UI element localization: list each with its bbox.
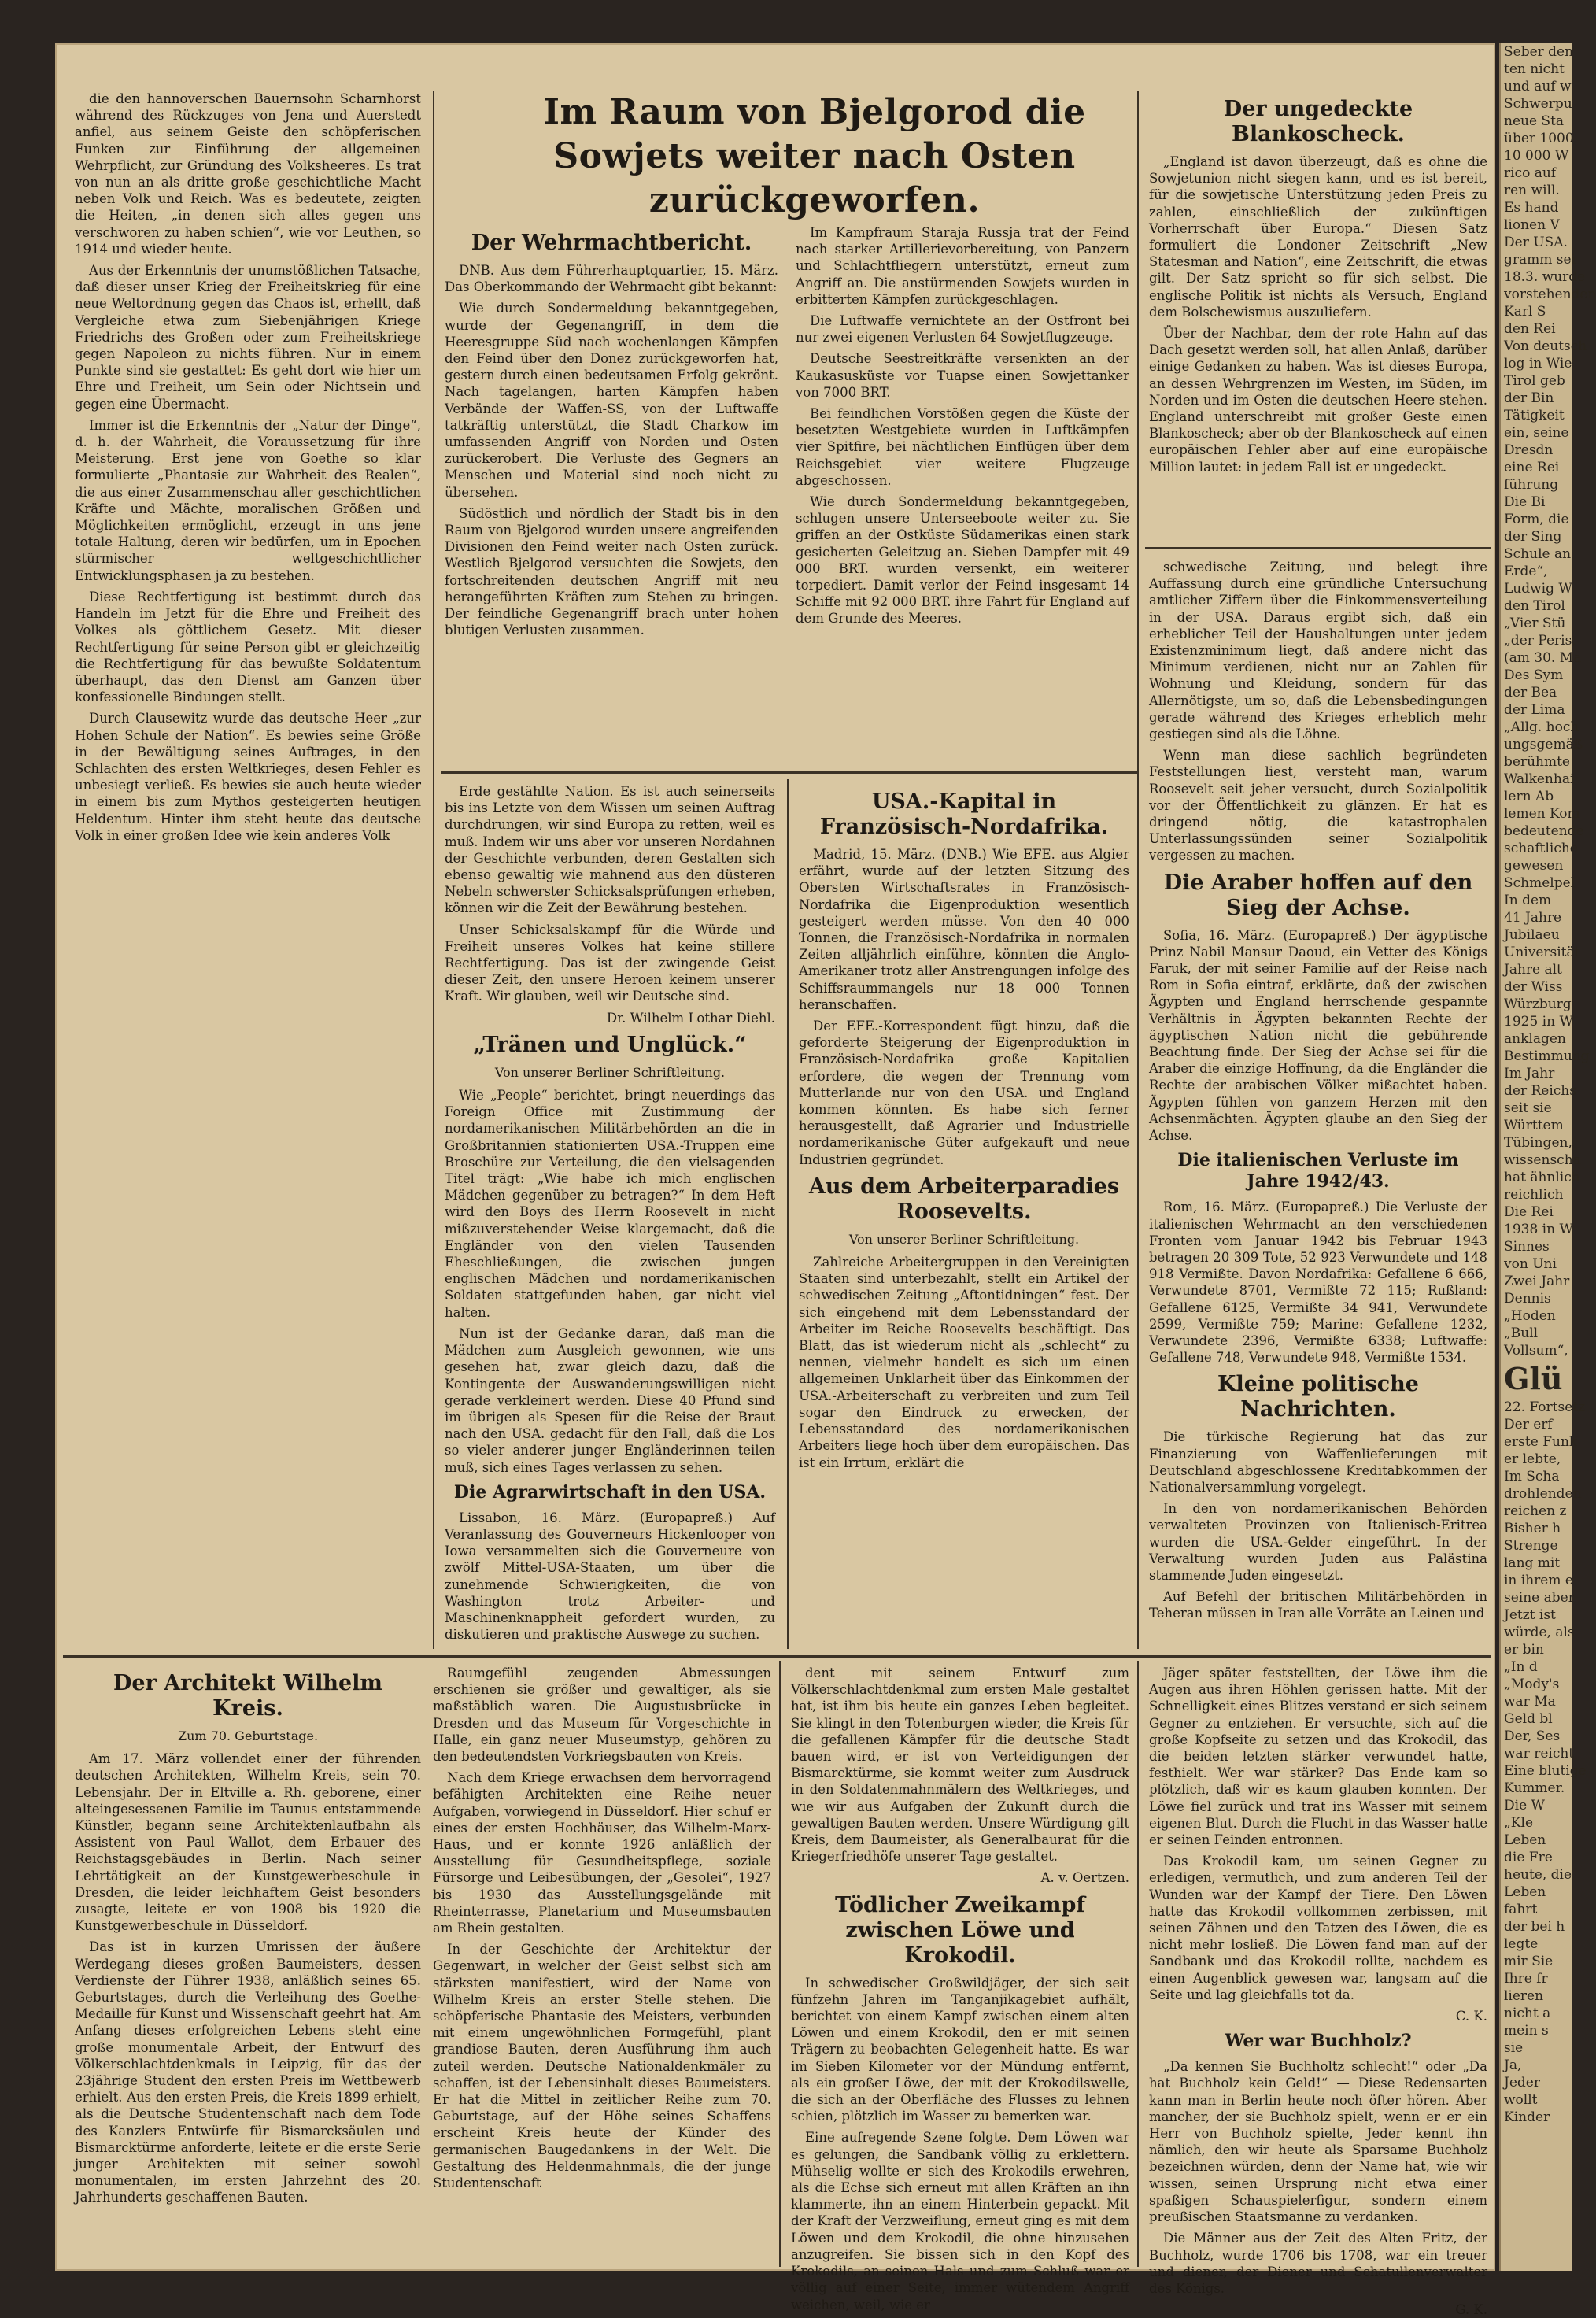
section-rule [63, 1655, 1491, 1658]
adjacent-page-strip [1499, 43, 1596, 2271]
author-signature: Dr. Wilhelm Lothar Diehl. [606, 1010, 775, 1026]
text-fragment: gewesen [1504, 858, 1564, 874]
text-fragment: Karl S [1504, 304, 1546, 320]
text-fragment: Glü [1504, 1361, 1563, 1396]
paragraph: Eine aufregende Szene folgte. Dem Löwen war es gelungen, die Sandbank völlig zu erklettern. Mühselig wollte er sich des Krokodils erwehren, als die Echse sich erneut mit allen Kräften an ihn klammerte, ihn an einem Hinterbein gepackt. Mit der Kraft der Verzweiflung, erneut ging es mit dem Löwen und dem Krokodil, die ohne hinzusehen anzugreifen. Sie bissen sich in den Kopf des Krokodils, an seinen Hals und zum Schluß war er völlig auf einer Seite, immer wütendem Angriff weichen, weil, wie er [791, 2130, 1129, 2312]
paragraph: Auf Befehl der britischen Militärbehörden in Teheran müssen in Iran alle Vorräte an Leinen und [1149, 1589, 1487, 1621]
text-fragment: von Uni [1504, 1256, 1557, 1272]
paragraph: Am 17. März vollendet einer der führenden deutschen Architekten, Wilhelm Kreis, sein 70. Lebensjahr. Der in Eltville a. Rh. geborene, einer alteingesessenen Familie im Taunus entstammende Künstler, begann seine Architektenlaufbahn als Assistent von Paul Wallot, dem Erbauer des Reichstagsgebäudes in Berlin. Nach seiner Lehrtätigkeit an der Kunstgewerbeschule in Dresden, die leider leichhaftem Geist besonders zusagte, leitete er von 1908 bis 1920 die Kunstgewerbeschule in Düsseldorf. [75, 1751, 421, 1934]
paragraph: Bei feindlichen Vorstößen gegen die Küste der besetzten Westgebiete wurden in Luftkämpfen vier Spitfire, bei nächtlichen Einflügen über dem Reichsgebiet vier weitere Flugzeuge abgeschossen. [796, 406, 1129, 488]
paragraph: Aus der Erkenntnis der unumstößlichen Tatsache, daß dieser unser Krieg der Freiheitskrieg für eine neue Weltordnung gegen das Chaos ist, erhellt, daß Vergleiche etwa zum Siebenjährigen Kriege Friedrichs des Großen oder zum Freiheitskriege gegen Napoleon zu nichts führen. Nur in einem Punkte sind sie gestattet: Es geht dort wie hier um Ehre und Freiheit, um Sein oder Nichtsein und gegen eine Übermacht. [75, 263, 421, 412]
text-fragment: log in Wie [1504, 356, 1572, 372]
text-fragment: Ludwig W [1504, 581, 1572, 597]
text-fragment: wissenscha [1504, 1152, 1581, 1168]
paragraph: Nach dem Kriege erwachsen dem hervorragend befähigten Architekten eine Reihe neuer Aufgaben, vorwiegend in Düsseldorf. Hier schuf er eines der ersten Hochhäuser, das Wilhelm-Marx-Haus, und er konnte 1926 anläßlich der Ausstellung für Gesundheitspflege, soziale Fürsorge und Leibesübungen, der „Gesolei“, 1927 bis 1930 das Ausstellungsgelände mit Rheinterrasse, Planetarium und Museumsbauten am Rhein gestalten. [433, 1770, 771, 1936]
text-fragment: Jubilaeu [1504, 927, 1560, 943]
paragraph: Die Luftwaffe vernichtete an der Ostfront bei nur zwei eigenen Verlusten 64 Sowjetflugzeuge. [796, 313, 1129, 346]
paragraph: Wie durch Sondermeldung bekanntgegeben, wurde der Gegenangriff, in dem die Heeresgruppe Süd nach wochenlangen Kämpfen den Feind über den Donez zurückgeworfen hat, gestern durch einen bedeutsamen Erfolg gekrönt. Nach tagelangen, harten Kämpfen haben Verbände der Waffen-SS, von der Luftwaffe tatkräftig unterstützt, die Stadt Charkow im umfassenden Angriff von Norden und Osten zurückerobert. Die Verluste des Gegners an Menschen und Material sind noch nicht zu übersehen. [445, 301, 778, 500]
section-heading: Kleine politische Nachrichten. [1217, 1372, 1419, 1422]
text-fragment: über 1000 [1504, 131, 1574, 146]
column-bottom-right [1149, 1665, 1487, 2318]
paragraph: Sofia, 16. März. (Europapreß.) Der ägyptische Prinz Nabil Mansur Daoud, ein Vetter des Königs Faruk, der mit seiner Familie auf der Reise nach Rom in Sofia eintraf, erklärte, daß der zwischen Ägypten und England herrschende gespannte Verhältnis in Ägypten bekannten Rechte der ägyptischen Nation nicht die gebührende Beachtung finde. Der Sieg der Achse sei für die Araber die einzige Hoffnung, da die Engländer die Rechte der arabischen Völker mißachtet haben. Ägypten fühlen von ganzem Herzen mit den Achsenmächten. Ägypten glaube an den Sieg der Achse. [1149, 927, 1487, 1144]
text-fragment: Zwei Jahr [1504, 1274, 1570, 1289]
column-rule [779, 1661, 781, 2267]
text-fragment: lern Ab [1504, 789, 1554, 804]
text-fragment: Im Jahr [1504, 1066, 1555, 1081]
section-heading: Aus dem Arbeiterparadies Roosevelts. [808, 1174, 1120, 1224]
text-fragment: Geld bl [1504, 1711, 1553, 1727]
text-fragment: der bei h [1504, 1919, 1565, 1935]
text-fragment: mir Sie [1504, 1954, 1554, 1969]
column-center-right [799, 783, 1129, 1649]
text-fragment: Leben [1504, 1884, 1546, 1900]
paragraph: „Da kennen Sie Buchholtz schlecht!“ oder „Da hat Buchholz kein Geld!“ — Diese Redensarten kann man in Berlin heute noch öfter hören. Aber mancher, der sie Buchholz spielt, wenn er er ein Herr von Buchholz spielte, Jeder kennt ihn nämlich, den wir heute als Sparsame Buchholz bezeichnen würden, denn der Name hat, wie wir wissen, seinen Ursprung nicht etwa einer spaßigen Schauspielerfigur, sondern einem preußischen Staatsmanne zu verdanken. [1149, 2059, 1487, 2225]
paragraph: Wie durch Sondermeldung bekanntgegeben, schlugen unsere Unterseeboote weiter zu. Sie griffen an der Ostküste Südamerikas einen stark gesicherten Geleitzug an. Sieben Dampfer mit 49 000 BRT. wurden versenkt, ein weiterer torpediert. Damit verlor der Feind insgesamt 14 Schiffe mit 92 000 BRT. ihre Fahrt für England auf dem Grunde des Meeres. [796, 494, 1129, 627]
author-signature: G. K. [1455, 2302, 1487, 2318]
text-fragment: den Rei [1504, 321, 1556, 337]
text-fragment: Seber den [1504, 44, 1574, 60]
paragraph: Unser Schicksalskampf für die Würde und Freiheit unseres Volkes hat keine stillere Rechtfertigung. Das ist der zwingende Geist dieser Zeit, den unsere Heroen keinem unserer Kraft. Wir glauben, weil wir Deutsche sind. [445, 922, 775, 1004]
text-fragment: Leben [1504, 1832, 1546, 1848]
text-fragment: Jeder [1504, 2075, 1540, 2091]
paragraph: Immer ist die Erkenntnis der „Natur der Dinge“, d. h. der Wahrheit, die Voraussetzung für ihre Meisterung. Erst jene von Goethe so klar formulierte „Phantasie zur Wahrheit des Realen“, die aus einer Zusammenschau aller geschichtlichen Kräfte und Mächte, moralischen Größen und Möglichkeiten ermöglicht, erzeugt in uns jene totale Haltung, deren wir bedürfen, um in Epochen stürmischer weltgeschichtlicher Entwicklungsphasen ja zu bestehen. [75, 417, 421, 583]
column-rule [1137, 91, 1139, 1649]
paragraph: Nun ist der Gedanke daran, daß man die Mädchen zum Ausgleich gewonnen, wie uns gesehen hat, zwar gleich dazu, daß die Kontingente der Auswanderungswilligen nicht gerade verkleinert werden. Diese 40 Pfund sind im übrigen als Spesen für die Reise der Braut nach den USA. gedacht für den Fall, daß die Los so vieler anderer junger Engländerinnen teilen muß, sich eines Tages verlassen zu sehen. [445, 1325, 775, 1475]
paragraph: Das Krokodil kam, um seinen Gegner zu erledigen, vermutlich, und zum anderen Teil der Wunden war der Kampf der Tiere. Den Löwen hatte das Krokodil vollkommen zerbissen, mit seinen Zähnen und den Tatzen des Löwen, die es nicht mehr losließ. Die Löwen fand man auf der Sandbank und das Krokodil rollte, nachdem es einen Augenblick gewesen war, langsam auf die Seite und lag gleichfalls tot da. [1149, 1854, 1487, 2002]
text-fragment: Der, Ses [1504, 1728, 1561, 1744]
text-fragment: Der USA. [1504, 235, 1568, 250]
author-signature: C. K. [1455, 2009, 1487, 2024]
text-fragment: der Lima [1504, 702, 1565, 718]
text-fragment: In dem [1504, 893, 1552, 908]
text-fragment: (am 30. Ma [1504, 650, 1582, 666]
text-fragment: Schmelpel [1504, 875, 1576, 891]
section-heading: USA.-Kapital in Französisch-Nordafrika. [819, 789, 1109, 839]
text-fragment: Die W [1504, 1798, 1546, 1813]
paragraph: Zahlreiche Arbeitergruppen in den Vereinigten Staaten sind unterbezahlt, stellt ein Artikel der schwedischen Zeitung „Aftontidningen“ fest. Der sich eingehend mit dem Lebensstandard der Arbeiter im Reiche Roosevelts beschäftigt. Das Blatt, das ist wiederum nicht als „schlecht“ zu nennen, vielmehr handelt es sich um einen allgemeinen Unklarheit über das Einkommen der USA.-Arbeiterschaft zu verbreiten und zum Teil sogar den Eindruck zu erwecken, der Lebensstandard des nordamerikanischen Arbeiters liege hoch über dem europäischen. Das ist ein Irrtum, erklärt die [799, 1255, 1129, 1470]
text-fragment: führung [1504, 477, 1559, 493]
text-fragment: 22. Fortsetz [1504, 1399, 1586, 1415]
paragraph: Raumgefühl zeugenden Abmessungen erschienen sie größer und gewaltiger, als sie maßstäblich waren. Die Augustusbrücke in Dresden und das Museum für Vorgeschichte in Halle, ein ganz neuer Museumstyp, gehören zu den bedeutendsten Vorkriegsbauten von Kreis. [433, 1665, 771, 1765]
text-fragment: Jetzt ist [1504, 1607, 1556, 1623]
text-fragment: Strenge [1504, 1538, 1558, 1554]
text-fragment: seit sie [1504, 1100, 1552, 1116]
text-fragment: der Bin [1504, 390, 1554, 406]
text-fragment: Ihre fr [1504, 1971, 1548, 1987]
text-fragment: hat ähnlich [1504, 1170, 1580, 1185]
section-heading: Die italienischen Verluste im Jahre 1942/43. [1177, 1150, 1459, 1192]
newspaper-page [55, 43, 1495, 2318]
column-bottom-center [791, 1665, 1129, 2312]
text-fragment: der Sing [1504, 529, 1562, 545]
section-heading: Der Wehrmachtbericht. [471, 231, 752, 255]
section-heading: Die Araber hoffen auf den Sieg der Achse. [1163, 870, 1473, 920]
section-heading: Wer war Buchholz? [1225, 2031, 1412, 2052]
text-fragment: Tirol geb [1504, 373, 1565, 389]
text-fragment: der Wiss [1504, 979, 1563, 995]
text-fragment: Schwerpu [1504, 96, 1572, 112]
column-center-left [445, 783, 775, 1649]
text-fragment: Die Bi [1504, 494, 1546, 510]
paragraph: Die Männer aus der Zeit des Alten Fritz, der Buchholz, wurde 1706 bis 1708, war ein treuer und diener, der Diener und Schatullenverwalter des Königs. [1149, 2231, 1487, 2296]
text-fragment: Der erf [1504, 1417, 1553, 1433]
text-fragment: berühmte [1504, 754, 1570, 770]
text-fragment: würde, als [1504, 1625, 1575, 1640]
text-fragment: ungsgemäß [1504, 737, 1583, 752]
section-rule [441, 771, 1137, 774]
column-rule [433, 91, 434, 1649]
paragraph: Jäger später feststellten, der Löwe ihm die Augen aus ihren Höhlen gerissen hatte. Mit der Schnelligkeit eines Blitzes verstand er sich seinem Gegner zu entziehen. Er versuchte, sich auf die große Kopfseite zu setzen und das Krokodil, das die beiden letzten stärker verwundet hatte, festhielt. Wer war stärker? Das Ende kam so plötzlich, daß wir es kaum glauben konnten. Der Löwe fiel zurück und trat ins Wasser mit seinem eigenen Blut. Durch die Flucht in das Wasser hatte er seinen Feinden entronnen. [1149, 1665, 1487, 1848]
text-fragment: drohlenden [1504, 1486, 1582, 1502]
paragraph: Erde gestählte Nation. Es ist auch seinerseits bis ins Letzte von dem Wissen um seinen Auftrag durchdrungen, wir sind Europa zu retten, weil es muß. Indem wir uns aber vor unseren Nordahnen der Geschichte verbunden, deren Gestalten sich ebenso gewaltig wie mahnend aus den düsteren Nebeln schwerster Schicksalsprüfungen erheben, können wir die Zeit der Bewährung bestehen. [445, 784, 775, 916]
text-fragment: Walkenhai [1504, 771, 1575, 787]
text-fragment: lieren [1504, 1988, 1544, 2004]
paragraph: die den hannoverschen Bauernsohn Scharnhorst während des Rückzuges von Jena und Auerstedt anfiel, aus seinem Geiste den schöpferischen Funken zur Einführung der allgemeinen Wehrpflicht, zur Gründung des Volksheeres. Es trat von nun an als dritte große geschichtliche Macht neben Volk und Reich. Was es bedeutete, zeigten die Heiten, „in denen sich alles gegen uns verschworen zu haben schien“, wie vor Leuthen, so 1914 und wieder heute. [75, 91, 421, 257]
text-fragment: Vollsum“, [1504, 1343, 1568, 1359]
paragraph: In der Geschichte der Architektur der Gegenwart, in welcher der Geist selbst sich am stärksten manifestiert, wird der Name von Wilhelm Kreis an erster Stelle stehen. Die schöpferische Phantasie des Meisters, verbunden mit einem ungewöhnlichen Formgefühl, plant grandiose Bauten, deren Ausführung ihm auch zuteil werden. Deutsche Nationaldenkmäler zu schaffen, ist der Lebensinhalt dieses Baumeisters. Er hat die Mittel in zeitlicher Reihe zum 70. Geburtstage, auf der Höhe seines Schaffens erscheint Kreis heute der Künder des germanischen Baugedankens in der Welt. Die Gestaltung des Heldenmahnmals, die der junge Studentenschaft [433, 1942, 771, 2191]
text-fragment: Kinder [1504, 2109, 1550, 2125]
text-fragment: Form, die [1504, 512, 1569, 527]
text-fragment: „Hoden [1504, 1308, 1556, 1324]
text-fragment: seine aber [1504, 1590, 1575, 1606]
paragraph: Lissabon, 16. März. (Europapreß.) Auf Veranlassung des Gouverneurs Hickenlooper von Iowa versammelten sich die Gouverneure von zwölf Mittel-USA-Staaten, um über die zunehmende Schwierigkeiten, die von Washington trotz Arbeiter- und Maschinenknappheit gefordert wurden, zu diskutieren und praktische Auswege zu suchen. [445, 1510, 775, 1643]
text-fragment: Von deutsch [1504, 338, 1587, 354]
text-fragment: wollt [1504, 2092, 1538, 2108]
column-left [75, 91, 421, 1649]
wehrmacht-report [445, 224, 1129, 763]
text-fragment: er lebte, [1504, 1451, 1561, 1467]
main-headline: Im Raum von Bjelgorod die Sowjets weiter nach Osten zurückgeworfen. [543, 92, 1086, 220]
text-fragment: erste Funk [1504, 1434, 1578, 1450]
text-fragment: reichen z [1504, 1503, 1567, 1519]
text-fragment: Die Rei [1504, 1204, 1554, 1220]
text-fragment: lemen Kom [1504, 806, 1580, 822]
kreis-article-cont [433, 1665, 771, 2267]
paragraph: schwedische Zeitung, und belegt ihre Auffassung durch eine gründliche Untersuchung amtlicher Ziffern über die Einkommensverteilung in der USA. Daraus ergibt sich, daß ein erheblicher Teil der Haushaltungen unter jedem Existenzminimum liegt, daß andere nicht das Minimum verdienen, nicht nur an Zahlen für Wohnung und Kleidung, sondern für das Allernötigste, um so, daß die Lebensbedingungen gerade während des Krieges erheblich mehr gestiegen sind als die Löhne. [1149, 560, 1487, 742]
text-fragment: „Mody's [1504, 1677, 1560, 1692]
paragraph: Wenn man diese sachlich begründeten Feststellungen liest, versteht man, warum Roosevelt seit jeher versucht, durch Sozialpolitik vor der Öffentlichkeit zu glänzen. Er hat es dringend nötig, die katastrophalen Unterlassungssünden seiner Sozialpolitik vergessen zu machen. [1149, 748, 1487, 863]
text-fragment: war Ma [1504, 1694, 1556, 1710]
text-fragment: Bisher h [1504, 1521, 1561, 1536]
text-fragment: rico auf [1504, 165, 1557, 181]
text-fragment: die Fre [1504, 1850, 1553, 1865]
text-fragment: er bin [1504, 1642, 1544, 1658]
paragraph: Rom, 16. März. (Europapreß.) Die Verluste der italienischen Wehrmacht an den verschiedenen Fronten vom Januar 1942 bis Februar 1943 betragen 20 309 Tote, 52 923 Verwundete und 148 918 Vermißte. Davon Nordafrika: Gefallene 6 666, Verwundete 8701, Vermißte 72 115; Rußland: Gefallene 6125, Vermißte 34 941, Verwundete 2599, Vermißte 759; Marine: Gefallene 1232, Verwundete 2396, Vermißte 6338; Luftwaffe: Gefallene 748, Verwundete 948, Vermißte 1534. [1149, 1200, 1487, 1366]
text-fragment: Tübingen, [1504, 1135, 1572, 1151]
text-fragment: und auf w [1504, 79, 1572, 94]
column-right [1149, 559, 1487, 1649]
paragraph: In den von nordamerikanischen Behörden verwalteten Provinzen von Italienisch-Eritrea wurden die USA.-Gelder eingeführt. In der Verwaltung wurden Juden aus Palästina stammende Juden eingesetzt. [1149, 1501, 1487, 1583]
text-fragment: ein, seine [1504, 425, 1569, 441]
column-right-top [1149, 91, 1487, 543]
text-fragment: ten nicht [1504, 61, 1565, 77]
paragraph: Madrid, 15. März. (DNB.) Wie EFE. aus Algier erfährt, wurde auf der letzten Sitzung des Obersten Wirtschaftsrates in Französisch-Nordafrika die Eigenproduktion wesentlich gesteigert werden müsse. Von den 40 000 Tonnen, die Französisch-Nordafrika in normalen Zeiten alljährlich einführe, könnten die Anglo-Amerikaner trotz aller Anstrengungen infolge des Schiffsraummangels nur 18 000 Tonnen heranschaffen. [799, 847, 1129, 1012]
text-fragment: gramm sei [1504, 252, 1576, 268]
text-fragment: Im Scha [1504, 1469, 1560, 1484]
column-rule [1137, 1661, 1139, 2267]
text-fragment: sie [1504, 2040, 1524, 2056]
paragraph: Im Kampfraum Staraja Russja trat der Feind nach starker Artillerievorbereitung, von Panzern und Schlachtfliegern unterstützt, erneut zum Angriff an. Die anstürmenden Sowjets wurden in erbitterten Kämpfen zurückgeschlagen. [796, 225, 1129, 307]
paragraph: DNB. Aus dem Führerhauptquartier, 15. März. Das Oberkommando der Wehrmacht gibt bekannt: [445, 263, 778, 295]
text-fragment: legte [1504, 1936, 1539, 1952]
text-fragment: in ihrem e [1504, 1573, 1573, 1588]
paragraph: Das ist in kurzen Umrissen der äußere Werdegang dieses großen Baumeisters, dessen Verdienste der Führer 1938, anläßlich seines 65. Geburtstages, durch die Verleihung des Goethe-Medaille für Kunst und Wissenschaft geehrt hat. Am Anfang dieses erfolgreichen Lebens steht eine große monumentale Arbeit, der Entwurf des Völkerschlachtdenkmals in Leipzig, für das der 23jährige Student den ersten Preis im Wettbewerb erhielt. Aus den ersten Preis, die Kreis 1899 erhielt, als die Deutsche Studentenschaft nach dem Tode des Kanzlers Entwürfe für Bismarcksäulen und Bismarcktürme anforderte, leitete er die erste Serie junger Architekten mit seiner sowohl monumentalen, im ersten Jahrzehnt des 20. Jahrhunderts geschaffenen Bauten. [75, 1939, 421, 2205]
section-heading: Tödlicher Zweikampf zwischen Löwe und Krokodil. [835, 1892, 1085, 1968]
text-fragment: mein s [1504, 2023, 1549, 2039]
text-fragment: „Bull [1504, 1325, 1539, 1341]
text-fragment: der Bea [1504, 685, 1557, 701]
paragraph: Der EFE.-Korrespondent fügt hinzu, daß die geforderte Steigerung der Eigenproduktion in Französisch-Nordafrika große Kapitalien erfordere, die wegen der Trennung vom Mutterlande nur von den USA. und England kommen könnten. Es habe sich ferner herausgestellt, daß Agrarier und Industrielle nordamerikanische Güter aufgekauft und neue Industrien gegründet. [799, 1019, 1129, 1167]
text-fragment: lionen V [1504, 217, 1560, 233]
paragraph: Südöstlich und nördlich der Stadt bis in den Raum von Bjelgorod wurden unsere angreifenden Divisionen den Feind weiter nach Osten zurück. Westlich Bjelgorod versuchten die Sowjets, den fortschreitenden deutschen Angriff mit neu herangeführten Kräften zum Stehen zu bringen. Der feindliche Gegenangriff brach unter hohen blutigen Verlusten zusammen. [445, 505, 778, 638]
text-fragment: 41 Jahre [1504, 910, 1562, 926]
text-fragment: Des Sym [1504, 667, 1564, 683]
text-fragment: reichlich [1504, 1187, 1564, 1203]
text-fragment: „Vier Stü [1504, 616, 1566, 631]
paragraph: Über der Nachbar, dem der rote Hahn auf das Dach gesetzt werden soll, hat allen Anlaß, darüber einige Gedanken zu haben. Was ist dieses Europa, an dessen Wehrgrenzen im Westen, im Süden, im Norden und im Osten die deutschen Heere stehen. England unterschreibt mit großer Geste einen Blankoscheck; aber ob der Blankoscheck auf einen europäischen Fehler aber auf eine europäische Million lautet: in jedem Fall ist er ungedeckt. [1149, 326, 1487, 475]
text-fragment: vorstehenden [1504, 287, 1596, 302]
section-rule [1145, 547, 1491, 549]
paragraph: In schwedischer Großwildjäger, der sich seit fünfzehn Jahren im Tanganjikagebiet aufhält, berichtet von einem Kampf zwischen einem alten Löwen und einem Krokodil, den er mit seinen Trägern zu beobachten Gelegenheit hatte. Es war im Sieben Kilometer vor der Mündung entfernt, als ein großer Löwe, der mit der Krokodilswelle, die sich an der Oberfläche des Flusses zu lehnen schien, plötzlich im Wasser zu bemerken war. [791, 1975, 1129, 2124]
text-fragment: eine Rei [1504, 460, 1560, 475]
text-fragment: Würzburg [1504, 996, 1572, 1012]
text-fragment: Jahre alt [1504, 962, 1562, 978]
text-fragment: der Reichs [1504, 1083, 1576, 1099]
text-fragment: Sinnes [1504, 1239, 1550, 1255]
text-fragment: „Allg. hoch [1504, 719, 1579, 735]
text-fragment: Württem [1504, 1118, 1564, 1133]
text-fragment: Tätigkeit [1504, 408, 1565, 423]
subheading: Zum 70. Geburtstage. [177, 1728, 319, 1743]
text-fragment: fahrt [1504, 1902, 1538, 1917]
paragraph: Durch Clausewitz wurde das deutsche Heer „zur Hohen Schule der Nation“. Es bewies seine Größe in der Bewältigung seines Auftrages, in den Schlachten des ersten Weltkrieges, desen Fehler es unbesiegt verließ. Es bewies sie auch heute wieder in einem bis zum Mythos gesteigerten heutigen Heldentum. Hinter ihm steht heute das deutsche Volk in einer großen Idee wie kein anderes Volk [75, 711, 421, 843]
text-fragment: 18.3. wurde [1504, 269, 1586, 285]
author-signature: A. v. Oertzen. [1040, 1870, 1129, 1886]
text-fragment: 1925 in W [1504, 1014, 1573, 1030]
paragraph: „England ist davon überzeugt, daß es ohne die Sowjetunion nicht siegen kann, und es ist bereit, für die sowjetische Unterstützung jeden Preis zu zahlen, einschließlich der zukünftigen Vorherrschaft über Europa.“ Diesen Satz formuliert die Londoner Zeitschrift „New Statesman and Nation“, eine Zeitschrift, die etwas gilt. Der Satz spricht so für sich selbst. Die englische Politik ist nichts als Versuch, England dem Bolschewismus auszuliefern. [1149, 154, 1487, 320]
paragraph: Deutsche Seestreitkräfte versenkten an der Kaukasusküste vor Tuapse einen Sowjettanker von 7000 BRT. [796, 351, 1129, 400]
paragraph: dent mit seinem Entwurf zum Völkerschlachtdenkmal zum ersten Male gestaltet hat, ist ihm bis heute ein ganzes Leben begleitet. Sie klingt in den Totenburgen wieder, die Kreis für die gefallenen Kämpfer für die deutsche Stadt bauen wird, er ist von Verteidigungen der Bismarcktürme, sie kommt weiter zum Ausdruck in den Soldatenmahnmälern des Weltkrieges, und wie wir aus Aufgaben der Zukunft durch die gewaltigen Bauten werden. Unsere Würdigung gilt Kreis, dem Baumeister, als Generalbaurat für die Kriegerfriedhöfe unserer Tage gestaltet. [791, 1665, 1129, 1865]
column-rule [787, 779, 789, 1649]
text-fragment: „der Peris, [1504, 633, 1576, 649]
text-fragment: neue Sta [1504, 113, 1565, 129]
text-fragment: 1938 in W [1504, 1222, 1573, 1237]
text-fragment: Dresdn [1504, 442, 1554, 458]
section-heading: „Tränen und Unglück.“ [473, 1032, 747, 1057]
text-fragment: Bestimmung [1504, 1048, 1590, 1064]
text-fragment: 10 000 W [1504, 148, 1569, 164]
text-fragment: bedeutende [1504, 823, 1584, 839]
text-fragment: Es hand [1504, 200, 1559, 216]
section-heading: Der Architekt Wilhelm Kreis. [113, 1671, 382, 1721]
paragraph: Die türkische Regierung hat das zur Finanzierung von Waffenlieferungen mit Deutschland abgeschlossene Kreditabkommen der Nationalversammlung vorgelegt. [1149, 1429, 1487, 1495]
text-fragment: Kummer. [1504, 1780, 1565, 1796]
text-fragment: Ja, [1504, 2057, 1522, 2073]
section-heading: Der ungedeckte Blankoscheck. [1223, 97, 1413, 146]
text-fragment: schaftliche [1504, 841, 1578, 856]
text-fragment: heute, die [1504, 1867, 1572, 1883]
text-fragment: war reicht [1504, 1746, 1575, 1762]
text-fragment: den Tirol [1504, 598, 1565, 614]
text-fragment: ren will. [1504, 183, 1560, 198]
text-fragment: lang mit [1504, 1555, 1561, 1571]
paragraph: Diese Rechtfertigung ist bestimmt durch das Handeln im Jetzt für die Ehre und Freiheit des Volkes als göttlichem Gesetz. Mit dieser Rechtfertigung für seine Person gibt er gleichzeitig die Rechtfertigung für das bewußte Soldatentum überhaupt, das den Dienst am Ganzen über konfessionelle Bindungen stellt. [75, 589, 421, 705]
text-fragment: Universität [1504, 945, 1580, 960]
text-fragment: anklagen [1504, 1031, 1566, 1047]
byline: Von unserer Berliner Schriftleitung. [848, 1231, 1080, 1247]
kreis-article [75, 1665, 421, 2267]
text-fragment: Schule an [1504, 546, 1572, 562]
text-fragment: Erde“, [1504, 564, 1548, 579]
text-fragment: „In d [1504, 1659, 1538, 1675]
text-fragment: „Kle [1504, 1815, 1534, 1831]
text-fragment: nicht a [1504, 2006, 1551, 2021]
text-fragment: Dennis [1504, 1291, 1551, 1307]
section-heading: Die Agrarwirtschaft in den USA. [453, 1481, 767, 1503]
paragraph: Wie „People“ berichtet, bringt neuerdings das Foreign Office mit Zustimmung der nordamerikanischen Militärbehörden an die in Großbritannien stationierten USA.-Truppen eine Broschüre zur Verteilung, die den vielsagenden Titel trägt: „Wie habe ich mich englischen Mädchen gegenüber zu betragen?“ In dem Heft wird den Boys des Herrn Roosevelt in nicht mißzuverstehender Weise klargemacht, daß die Engländer von den vielen Tausenden Eheschließungen, die zwischen jungen englischen Mädchen und nordamerikanischen Soldaten stattgefunden haben, gar nicht viel halten. [445, 1088, 775, 1320]
text-fragment: Eine blutige [1504, 1763, 1587, 1779]
byline: Von unserer Berliner Schriftleitung. [494, 1064, 726, 1080]
